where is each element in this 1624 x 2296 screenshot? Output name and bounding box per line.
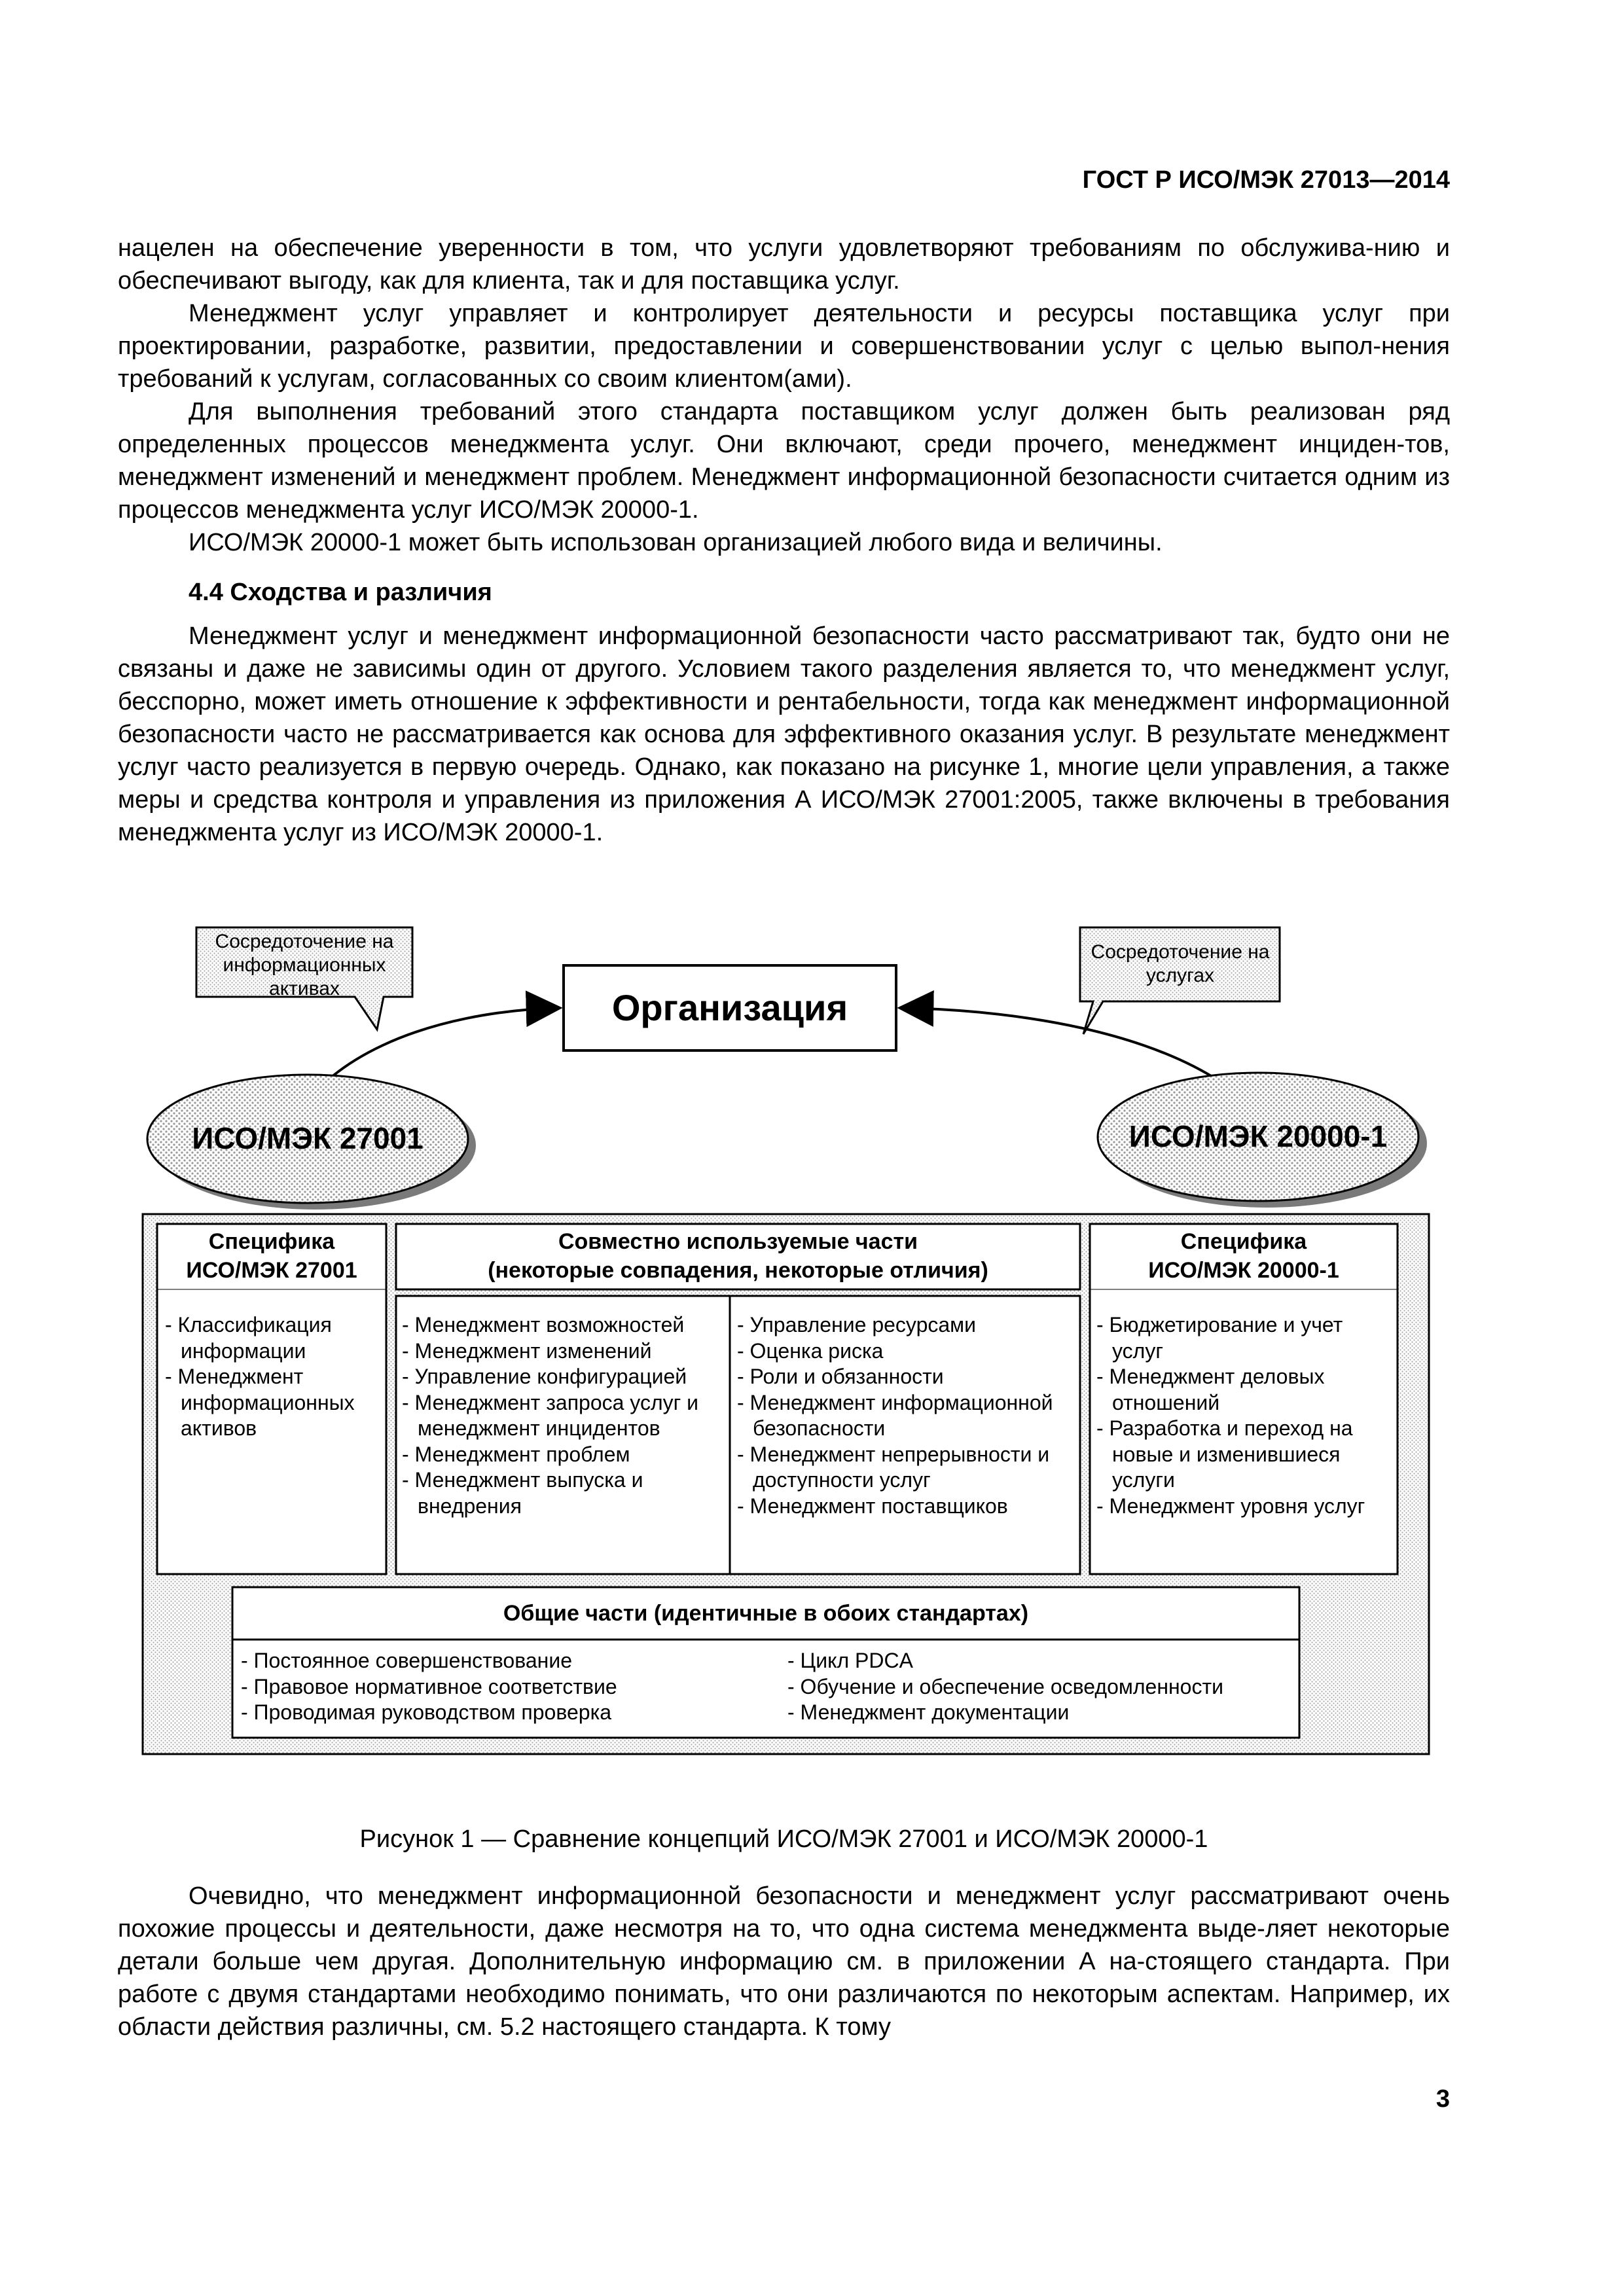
comparison-figure — [131, 913, 1440, 1770]
list-item: - Классификация информации — [165, 1313, 332, 1363]
paragraph: ИСО/МЭК 20000-1 может быть использован организацией любого вида и величины. — [189, 529, 1163, 556]
figure-caption: Рисунок 1 — Сравнение концепций ИСО/МЭК 27001 и ИСО/МЭК 20000-1 — [359, 1825, 1208, 1853]
list-item: - Обучение и обеспечение осведомленности — [787, 1674, 1223, 1698]
list-item: - Менеджмент запроса услуг и менеджмент инцидентов — [402, 1390, 699, 1440]
list-item: - Правовое нормативное соответствие — [241, 1674, 617, 1698]
right-panel-title-line: ИСО/МЭК 20000-1 — [1148, 1258, 1339, 1283]
middle-panel-list-right — [737, 1312, 1079, 1519]
middle-panel-list-left — [402, 1312, 729, 1519]
section-heading: 4.4 Сходства и различия — [189, 579, 492, 606]
list-item: - Бюджетирование и учет услуг — [1096, 1313, 1343, 1363]
ellipse-iso27001-label: ИСО/МЭК 27001 — [192, 1121, 424, 1155]
list-item: - Управление конфигурацией — [402, 1365, 687, 1388]
list-item: - Роли и обязанности — [737, 1365, 944, 1388]
left-panel-title-line: ИСО/МЭК 27001 — [186, 1258, 357, 1283]
paragraph: Менеджмент услуг и менеджмент информационной безопасности часто рассматривают так, будто они не связаны и даже не зависимы один от другого. Условием такого разделения является то, что менеджмент услуг, бесспорно, может иметь отношение к эффективности и рентабельности, тогда как менеджмент информационной безопасности часто не рассматривается как основа для эффективного оказания услуг. В результате менеджмент услуг часто реализуется в первую очередь. Однако, как показано на рисунке 1, многие цели управления, а также меры и средства контроля и управления из приложения А ИСО/МЭК 27001:2005, также включены в требования менеджмента услуг из ИСО/МЭК 20000-1. — [118, 622, 1450, 846]
left-panel-title-line: Специфика — [208, 1229, 335, 1254]
list-item: - Менеджмент информационной безопасности — [737, 1390, 1053, 1440]
bottom-panel-list-left — [241, 1648, 765, 1726]
organization-title: Организация — [611, 987, 848, 1028]
closing-text — [118, 1880, 1450, 2043]
list-item: - Оценка риска — [737, 1338, 884, 1363]
intro-text — [118, 232, 1450, 559]
ellipse-iso20000-label: ИСО/МЭК 20000-1 — [1128, 1119, 1388, 1153]
right-panel-title — [1090, 1227, 1398, 1285]
list-item: - Менеджмент поставщиков — [737, 1494, 1008, 1518]
list-item: - Управление ресурсами — [737, 1313, 977, 1336]
left-panel-title — [157, 1227, 386, 1285]
list-item: - Цикл PDCA — [787, 1649, 913, 1672]
section-text — [118, 620, 1450, 849]
right-panel-title-line: Специфика — [1180, 1229, 1307, 1254]
paragraph: Для выполнения требований этого стандарта поставщиком услуг должен быть реализован ряд определенных процессов менеджмента услуг. Они включают, среди прочего, менеджмент инциден-тов, менеджмент изменений и менеджмент проблем. Менеджмент информационной безопасности считается одним из процессов менеджмента услуг ИСО/МЭК 20000-1. — [118, 398, 1450, 524]
bottom-panel-title: Общие части (идентичные в обоих стандартах) — [503, 1601, 1029, 1626]
callout-right-text: Сосредоточение на услугах — [1091, 941, 1270, 986]
list-item: - Менеджмент деловых отношений — [1096, 1365, 1325, 1414]
list-item: - Менеджмент выпуска и внедрения — [402, 1468, 643, 1518]
list-item: - Менеджмент документации — [787, 1700, 1070, 1724]
paragraph: Очевидно, что менеджмент информационной безопасности и менеджмент услуг рассматривают очень похожие процессы и деятельности, даже несмотря на то, что одна система менеджмента выде-ляет некоторые детали больше чем другая. Дополнительную информацию см. в приложении А на-стоящего стандарта. При работе с двумя стандартами необходимо понимать, что они различаются по некоторым аспектам. Например, их области действия различны, см. 5.2 настоящего стандарта. К тому — [118, 1882, 1450, 2041]
list-item: - Разработка и переход на новые и изменившиеся услуги — [1096, 1416, 1353, 1492]
page-number: 3 — [1435, 2085, 1450, 2113]
middle-panel-title-line: Совместно используемые части — [558, 1229, 918, 1254]
list-item: - Менеджмент уровня услуг — [1096, 1494, 1365, 1518]
list-item: - Менеджмент проблем — [402, 1442, 630, 1466]
list-item: - Менеджмент изменений — [402, 1338, 652, 1363]
left-panel-list — [165, 1312, 384, 1442]
middle-panel-title-line: (некоторые совпадения, некоторые отличия) — [488, 1258, 988, 1283]
middle-panel-title — [396, 1227, 1080, 1285]
list-item: - Менеджмент информационных активов — [165, 1365, 355, 1440]
list-item: - Проводимая руководством проверка — [241, 1700, 612, 1724]
paragraph: Менеджмент услуг управляет и контролирует деятельности и ресурсы поставщика услуг при проектировании, разработке, развитии, предоставлении и совершенствовании услуг с целью выпол-нения требований к услугам, согласованных со своим клиентом(ами). — [118, 300, 1450, 393]
right-panel-list — [1096, 1312, 1396, 1519]
list-item: - Менеджмент возможностей — [402, 1313, 685, 1336]
list-item: - Постоянное совершенствование — [241, 1649, 572, 1672]
list-item: - Менеджмент непрерывности и доступности услуг — [737, 1442, 1050, 1492]
document-header: ГОСТ Р ИСО/МЭК 27013—2014 — [1082, 166, 1450, 194]
paragraph: нацелен на обеспечение уверенности в том, что услуги удовлетворяют требованиям по обслужива-нию и обеспечивают выгоду, как для клиента, так и для поставщика услуг. — [118, 234, 1450, 295]
bottom-panel-list-right — [787, 1648, 1298, 1726]
callout-left-text: Сосредоточение на информационных активах — [215, 931, 394, 999]
